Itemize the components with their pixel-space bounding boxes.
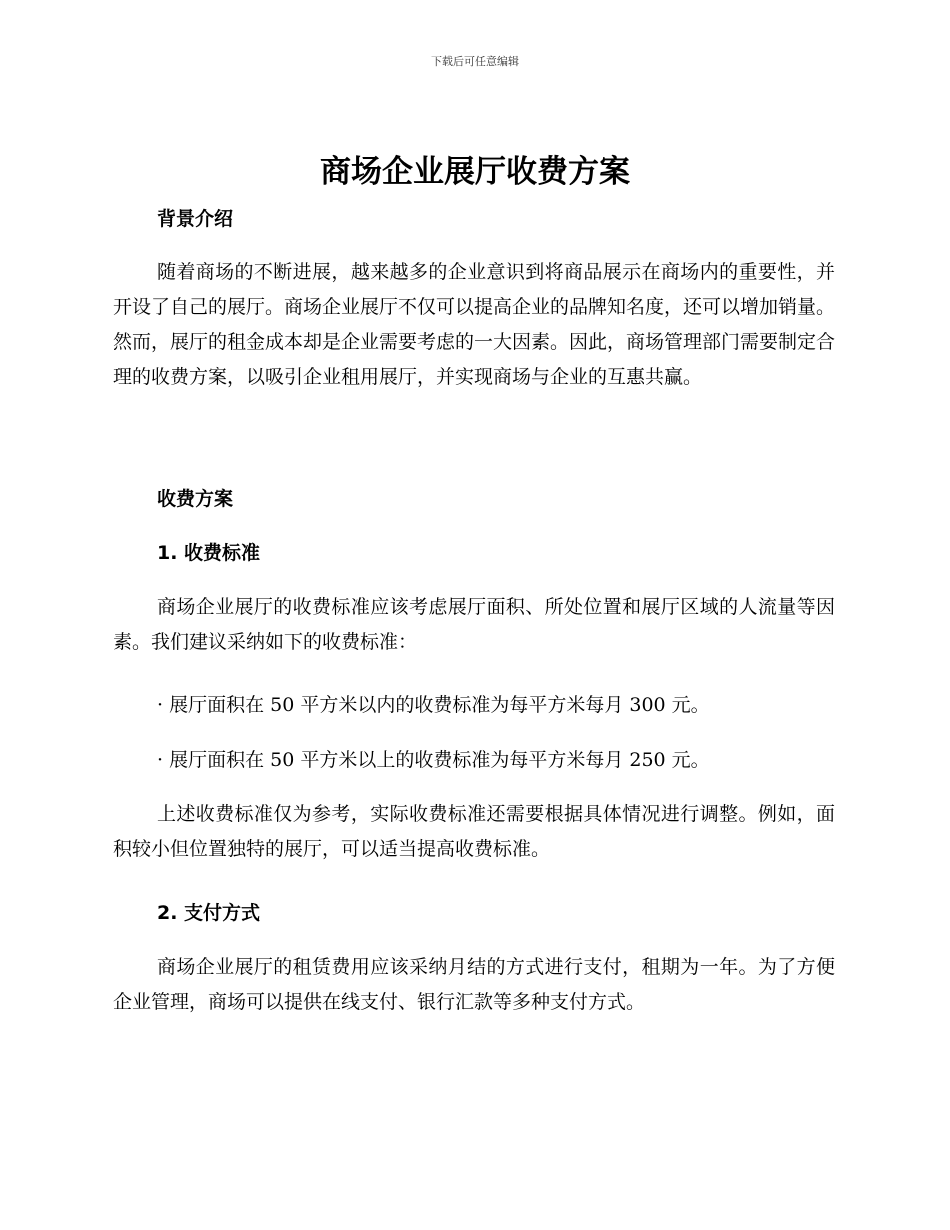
section-heading-background: 背景介绍 (157, 208, 234, 230)
page-header-note: 下载后可任意编辑 (431, 55, 519, 68)
fee-bullet-item: · 展厅面积在 50 平方米以上的收费标准为每平方米每月 250 元。 (157, 749, 710, 771)
subheading-payment-method: 2. 支付方式 (157, 902, 261, 924)
fee-bullet-item: · 展厅面积在 50 平方米以内的收费标准为每平方米每月 300 元。 (157, 694, 710, 716)
document-title: 商场企业展厅收费方案 (320, 154, 630, 190)
section-heading-fee-plan: 收费方案 (157, 488, 234, 510)
payment-paragraph: 商场企业展厅的租赁费用应该采纳月结的方式进行支付，租期为一年。为了方便企业管理，商场可以提供在线支付、银行汇款等多种支付方式。 (113, 956, 835, 1013)
subheading-fee-standard: 1. 收费标准 (157, 542, 261, 564)
fee-standard-note: 上述收费标准仅为参考，实际收费标准还需要根据具体情况进行调整。例如，面积较小但位置独特的展厅，可以适当提高收费标准。 (113, 803, 835, 860)
background-paragraph: 随着商场的不断进展，越来越多的企业意识到将商品展示在商场内的重要性，并开设了自己的展厅。商场企业展厅不仅可以提高企业的品牌知名度，还可以增加销量。然而，展厅的租金成本却是企业需要考虑的一大因素。因此，商场管理部门需要制定合理的收费方案，以吸引企业租用展厅，并实现商场与企业的互惠共赢。 (113, 261, 836, 388)
fee-standard-intro: 商场企业展厅的收费标准应该考虑展厅面积、所处位置和展厅区域的人流量等因素。我们建议采纳如下的收费标准： (113, 596, 835, 653)
